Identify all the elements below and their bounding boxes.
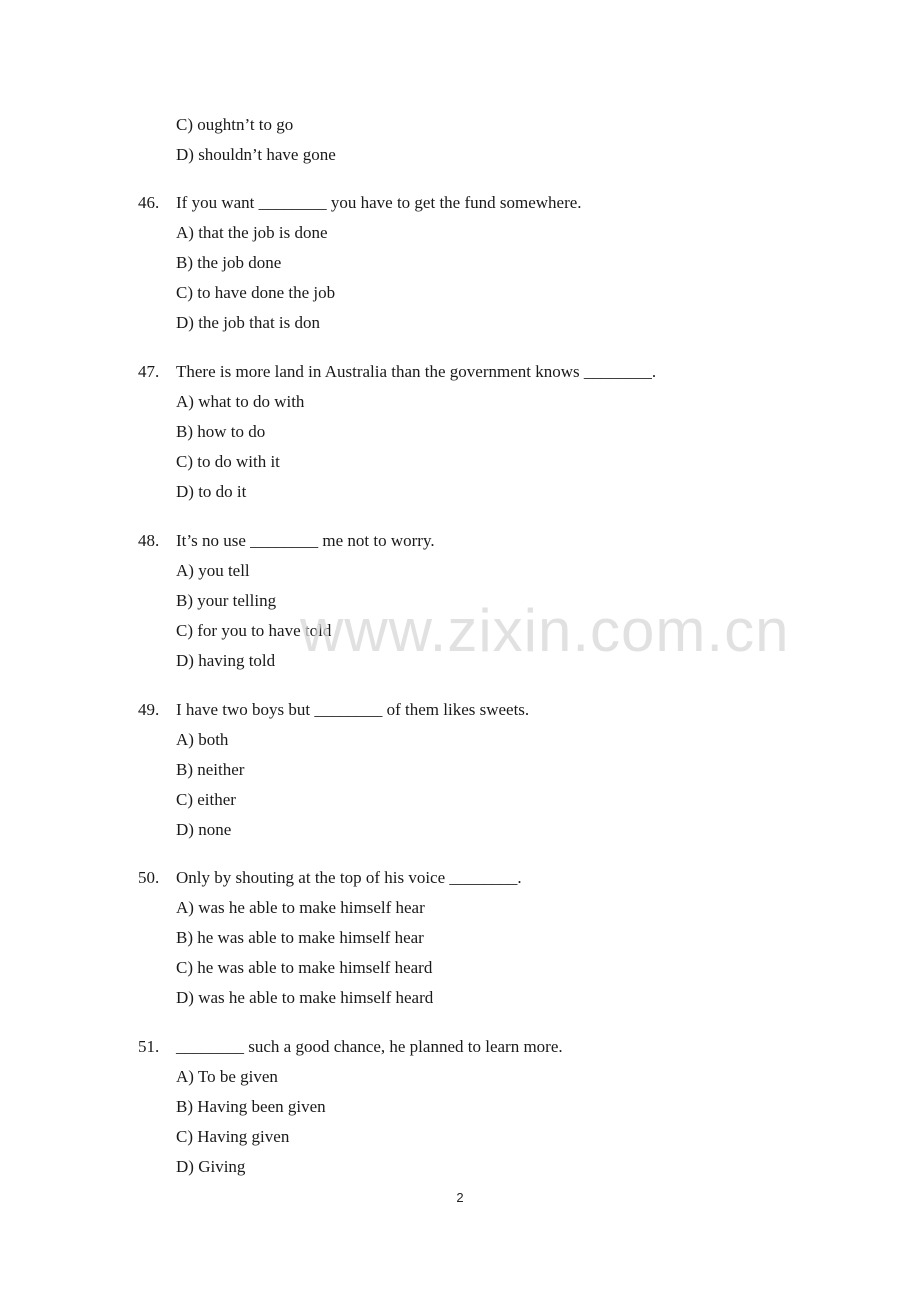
question-number: 46. (138, 193, 160, 212)
option-c: C) to do with it (176, 452, 280, 471)
question-text: There is more land in Australia than the government knows ________. (176, 362, 657, 381)
option-a: A) you tell (176, 561, 250, 580)
carryover-options (176, 110, 336, 170)
option-list (138, 725, 529, 845)
question-text: ________ such a good chance, he planned to learn more. (176, 1037, 563, 1056)
option-a: A) was he able to make himself hear (176, 898, 425, 917)
option-b: B) he was able to make himself hear (176, 928, 424, 947)
option-d: D) Giving (176, 1157, 246, 1176)
question-text: I have two boys but ________ of them likes sweets. (176, 700, 530, 719)
option-a: A) both (176, 730, 229, 749)
option-d: D) to do it (176, 482, 247, 501)
option-c: C) for you to have told (176, 621, 332, 640)
option-c: C) Having given (176, 1127, 290, 1146)
question-49 (138, 695, 529, 845)
question-46 (138, 188, 582, 338)
question-51 (138, 1032, 563, 1182)
option-a: A) what to do with (176, 392, 305, 411)
option-d: D) the job that is don (176, 313, 321, 332)
option-b: B) neither (176, 760, 245, 779)
option-c: C) he was able to make himself heard (176, 958, 433, 977)
option-a: A) that the job is done (176, 223, 328, 242)
question-47 (138, 357, 656, 507)
question-stem (138, 188, 582, 218)
option-c: C) oughtn’t to go (176, 115, 294, 134)
question-text: It’s no use ________ me not to worry. (176, 531, 435, 550)
option-b: B) the job done (176, 253, 282, 272)
option-d: D) was he able to make himself heard (176, 988, 434, 1007)
option-d: D) none (176, 820, 232, 839)
option-b: B) Having been given (176, 1097, 326, 1116)
question-text: If you want ________ you have to get the fund somewhere. (176, 193, 582, 212)
question-number: 51. (138, 1037, 160, 1056)
option-d: D) shouldn’t have gone (176, 145, 336, 164)
watermark: www.zixin.com.cn (300, 597, 790, 664)
option-c: C) either (176, 790, 236, 809)
question-50 (138, 863, 522, 1013)
page-number: 2 (456, 1190, 464, 1205)
option-list (138, 387, 656, 507)
option-b: B) how to do (176, 422, 266, 441)
option-c: C) to have done the job (176, 283, 336, 302)
question-stem (138, 695, 529, 725)
question-stem (138, 1032, 563, 1062)
question-stem (138, 863, 522, 893)
question-stem (138, 357, 656, 387)
option-list (138, 893, 522, 1013)
question-number: 47. (138, 362, 160, 381)
question-number: 49. (138, 700, 160, 719)
option-list (138, 218, 582, 338)
question-number: 48. (138, 531, 160, 550)
question-number: 50. (138, 868, 160, 887)
option-b: B) your telling (176, 591, 277, 610)
question-text: Only by shouting at the top of his voice ________. (176, 868, 522, 887)
option-a: A) To be given (176, 1067, 278, 1086)
option-d: D) having told (176, 651, 276, 670)
option-list (138, 1062, 563, 1182)
question-stem (138, 526, 435, 556)
